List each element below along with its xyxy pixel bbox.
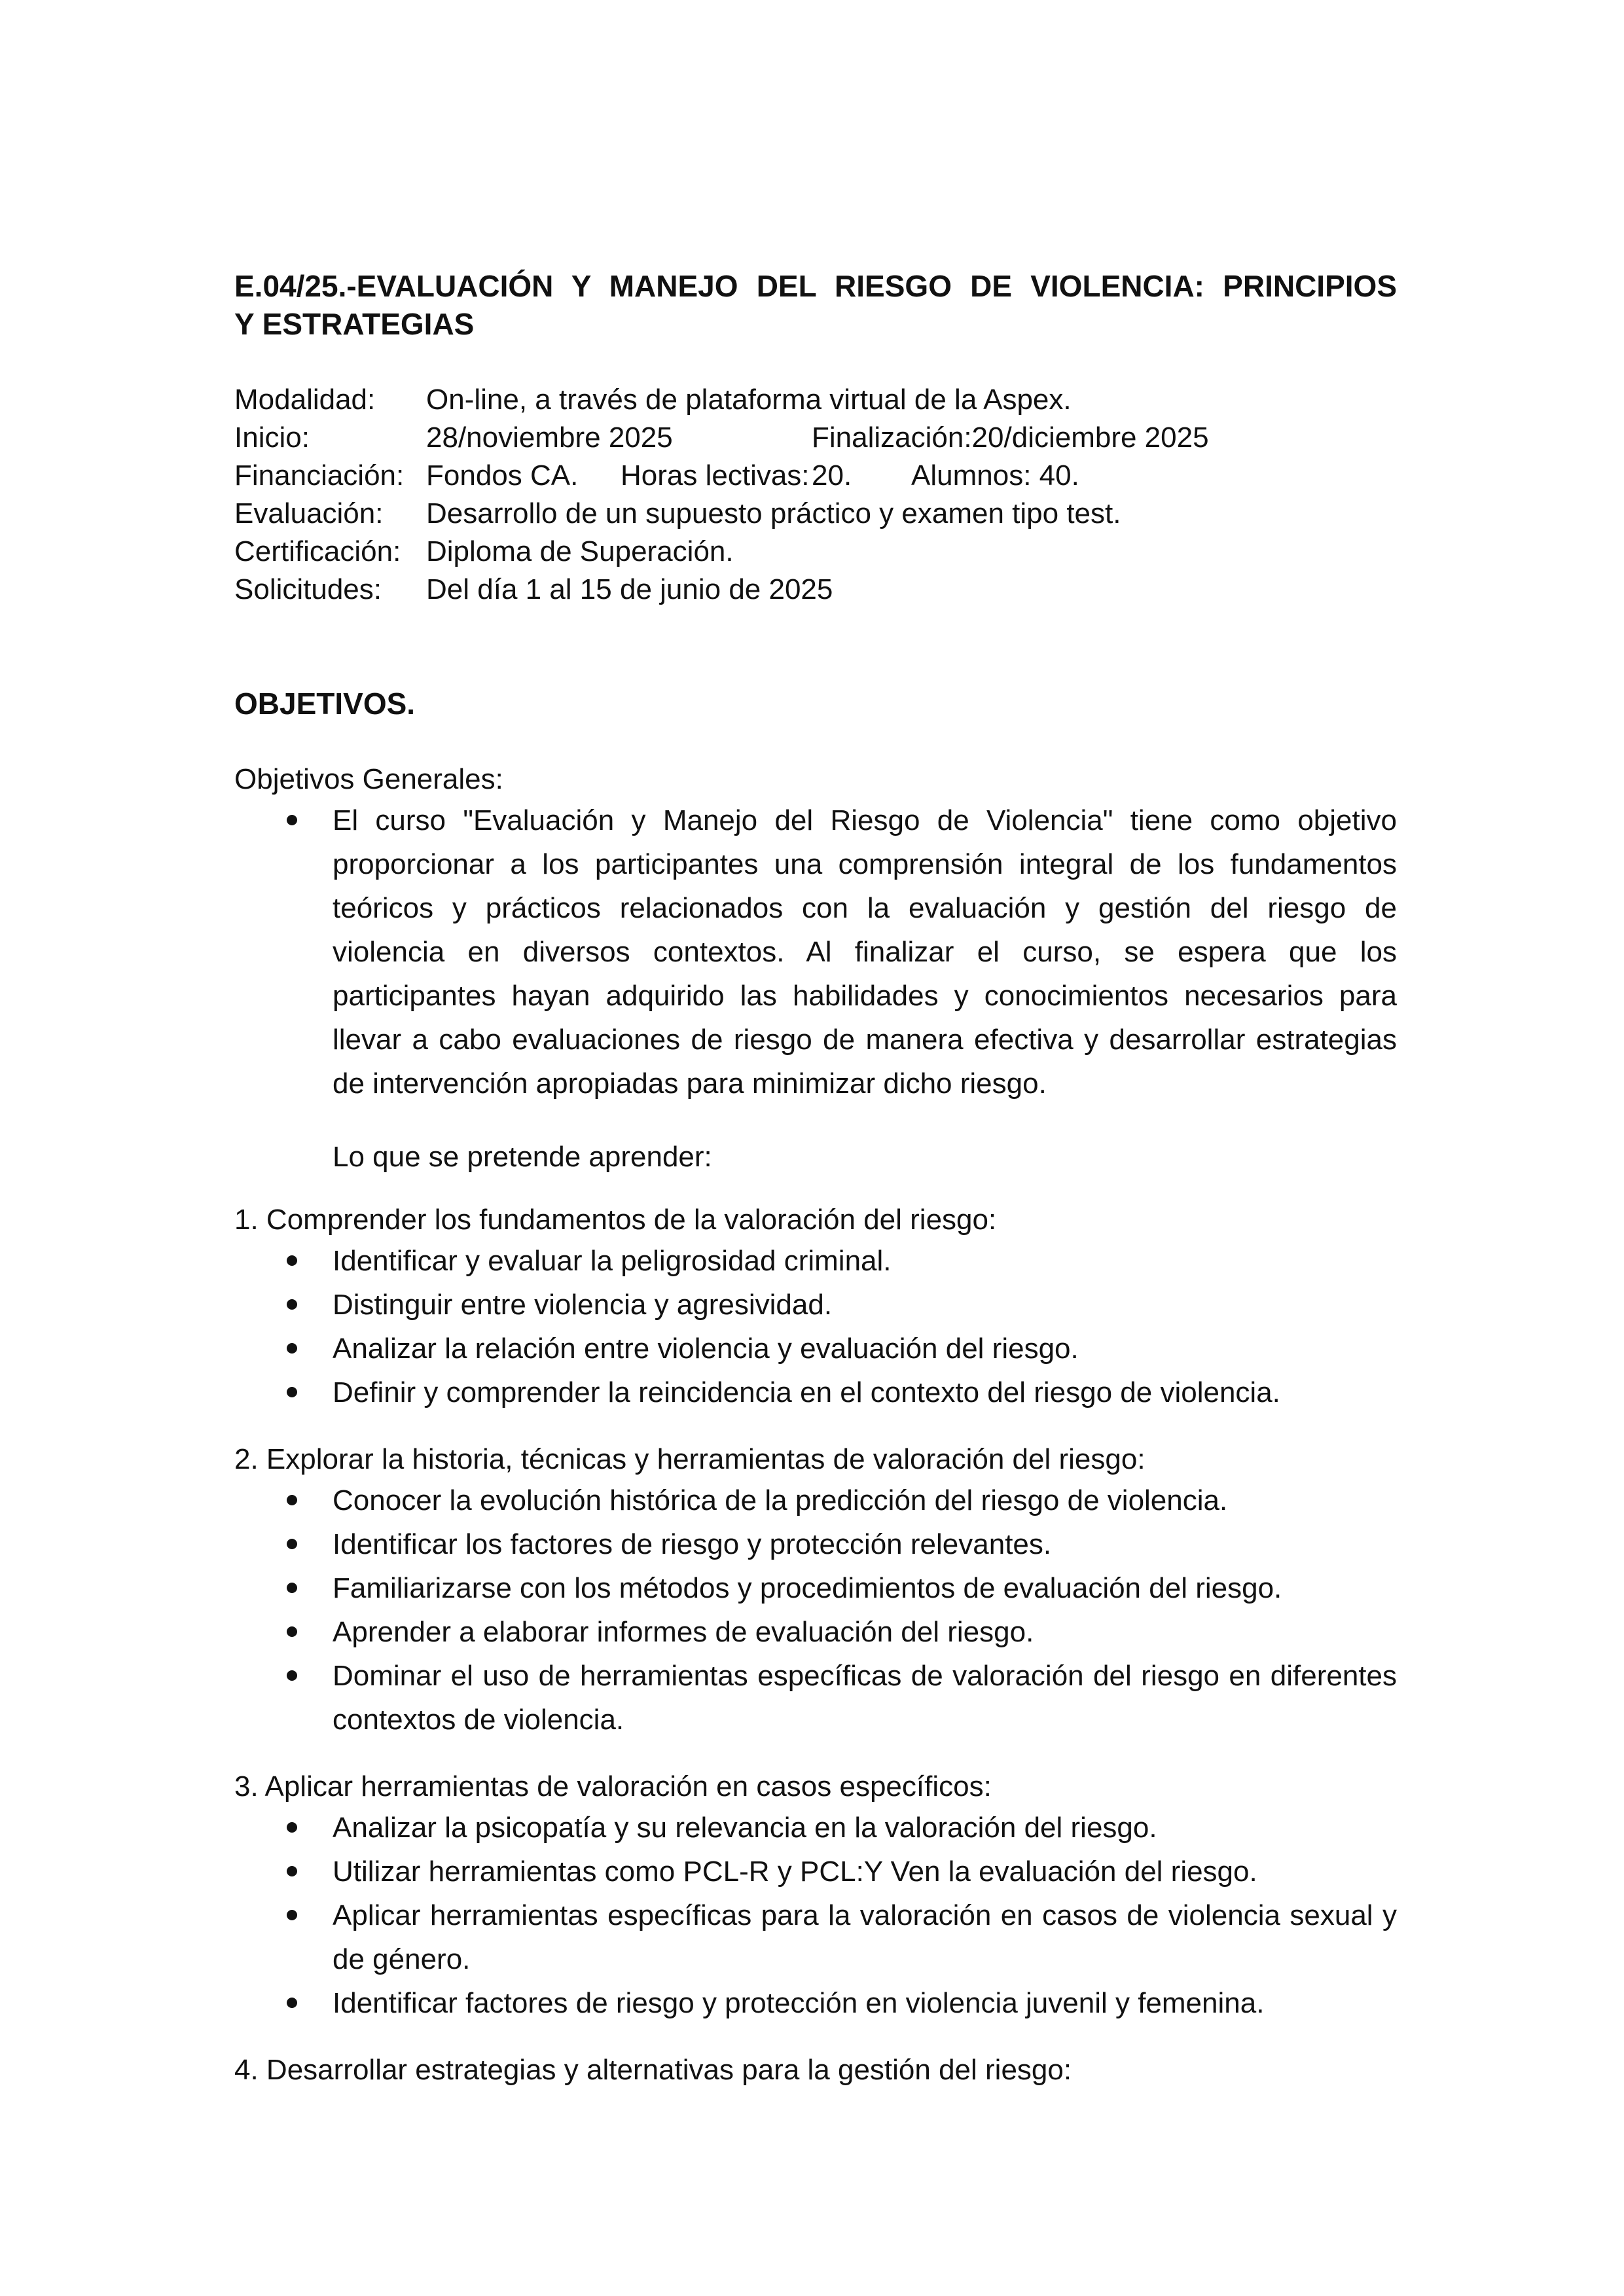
list-item-text: Analizar la relación entre violencia y evaluación del riesgo. xyxy=(333,1333,1079,1365)
section-1-list xyxy=(234,1239,1397,1414)
bullet-icon xyxy=(287,1255,297,1266)
list-item xyxy=(234,1806,1397,1850)
section-3-list xyxy=(234,1806,1397,2025)
section-4-title: 4. Desarrollar estrategias y alternativas para la gestión del riesgo: xyxy=(234,2054,1072,2086)
info-row-inicio xyxy=(234,419,1397,457)
list-item xyxy=(234,1654,1397,1742)
list-item xyxy=(234,1371,1397,1414)
list-item xyxy=(234,1981,1397,2025)
certificacion-label: Certificación: xyxy=(234,535,401,567)
info-row-evaluacion xyxy=(234,495,1397,533)
list-item xyxy=(234,1283,1397,1327)
bullet-icon xyxy=(287,1822,297,1833)
info-row-certificacion xyxy=(234,533,1397,571)
info-row-modalidad xyxy=(234,381,1397,419)
list-item-text: Identificar los factores de riesgo y protección relevantes. xyxy=(333,1528,1052,1560)
list-item-text: Conocer la evolución histórica de la predicción del riesgo de violencia. xyxy=(333,1484,1228,1516)
list-item-text: Distinguir entre violencia y agresividad. xyxy=(333,1289,833,1321)
list-item xyxy=(234,1610,1397,1654)
list-item xyxy=(234,1479,1397,1522)
modalidad-label: Modalidad: xyxy=(234,384,376,416)
bullet-icon xyxy=(287,1583,297,1593)
aprender-label: Lo que se pretende aprender: xyxy=(333,1141,712,1173)
list-item-text: Utilizar herramientas como PCL-R y PCL:Y Ven la evaluación del riesgo. xyxy=(333,1856,1257,1888)
list-item xyxy=(234,798,1397,1105)
bullet-icon xyxy=(287,1495,297,1505)
financiacion-value: Fondos CA. xyxy=(426,459,579,492)
course-title-line-2: Y ESTRATEGIAS xyxy=(234,307,475,341)
info-row-solicitudes xyxy=(234,571,1397,609)
evaluacion-label: Evaluación: xyxy=(234,497,384,529)
list-item xyxy=(234,1327,1397,1371)
objetivos-generales-text: El curso "Evaluación y Manejo del Riesgo de Violencia" tiene como objetivo proporcionar a los participantes una comprensión integral de los fundamentos teóricos y prácticos relacionados con la evaluación y gestión del riesgo de violencia en diversos contextos. Al finalizar el curso, se espera que los participantes hayan adquirido las habilidades y conocimientos necesarios para llevar a cabo evaluaciones de riesgo de manera efectiva y desarrollar estrategias de intervención apropiadas para minimizar dicho riesgo. xyxy=(333,804,1397,1100)
objective-sections xyxy=(234,1201,1397,2089)
list-item-text: Familiarizarse con los métodos y procedimientos de evaluación del riesgo. xyxy=(333,1572,1282,1604)
solicitudes-label: Solicitudes: xyxy=(234,573,382,605)
section-2-title: 2. Explorar la historia, técnicas y herramientas de valoración del riesgo: xyxy=(234,1443,1146,1475)
list-item-text: Identificar y evaluar la peligrosidad criminal. xyxy=(333,1245,892,1277)
bullet-icon xyxy=(287,1866,297,1876)
list-item-text: Identificar factores de riesgo y protección en violencia juvenil y femenina. xyxy=(333,1987,1265,2019)
objetivos-generales-label: Objetivos Generales: xyxy=(234,763,503,795)
course-info-block xyxy=(234,381,1397,609)
list-item xyxy=(234,1239,1397,1283)
list-item-text: Definir y comprender la reincidencia en el contexto del riesgo de violencia. xyxy=(333,1376,1280,1408)
list-item xyxy=(234,1850,1397,1893)
list-item xyxy=(234,1566,1397,1610)
financiacion-label: Financiación: xyxy=(234,459,405,492)
bullet-icon xyxy=(287,1626,297,1637)
course-title xyxy=(234,267,1397,343)
objetivos-generales-list xyxy=(234,798,1397,1105)
inicio-label: Inicio: xyxy=(234,422,310,454)
bullet-icon xyxy=(287,815,297,825)
finalizacion-value: Finalización:20/diciembre 2025 xyxy=(812,422,1209,454)
list-item-text: Aplicar herramientas específicas para la valoración en casos de violencia sexual y de género. xyxy=(333,1899,1397,1975)
solicitudes-value: Del día 1 al 15 de junio de 2025 xyxy=(426,573,833,605)
list-item-text: Analizar la psicopatía y su relevancia en la valoración del riesgo. xyxy=(333,1812,1157,1844)
section-1-title: 1. Comprender los fundamentos de la valoración del riesgo: xyxy=(234,1204,997,1236)
modalidad-value: On-line, a través de plataforma virtual de la Aspex. xyxy=(426,384,1072,416)
course-title-line-1: E.04/25.-EVALUACIÓN Y MANEJO DEL RIESGO DE VIOLENCIA: PRINCIPIOS xyxy=(234,269,1397,303)
bullet-icon xyxy=(287,1299,297,1310)
list-item xyxy=(234,1893,1397,1981)
document-content xyxy=(234,267,1397,2089)
bullet-icon xyxy=(287,1343,297,1354)
bullet-icon xyxy=(287,1539,297,1549)
bullet-icon xyxy=(287,1670,297,1681)
bullet-icon xyxy=(287,1387,297,1397)
section-2-list xyxy=(234,1479,1397,1742)
horas-label: Horas lectivas: xyxy=(621,459,810,492)
info-row-financiacion xyxy=(234,457,1397,495)
list-item xyxy=(234,1522,1397,1566)
bullet-icon xyxy=(287,1998,297,2008)
list-item-text: Aprender a elaborar informes de evaluación del riesgo. xyxy=(333,1616,1034,1648)
certificacion-value: Diploma de Superación. xyxy=(426,535,734,567)
alumnos-value: Alumnos: 40. xyxy=(911,459,1079,492)
list-item-text: Dominar el uso de herramientas específicas de valoración del riesgo en diferentes contextos de violencia. xyxy=(333,1660,1397,1736)
evaluacion-value: Desarrollo de un supuesto práctico y examen tipo test. xyxy=(426,497,1121,529)
section-3-title: 3. Aplicar herramientas de valoración en casos específicos: xyxy=(234,1770,992,1803)
objetivos-heading: OBJETIVOS. xyxy=(234,687,416,721)
bullet-icon xyxy=(287,1910,297,1920)
inicio-value: 28/noviembre 2025 xyxy=(426,422,673,454)
horas-value: 20. xyxy=(812,459,852,492)
